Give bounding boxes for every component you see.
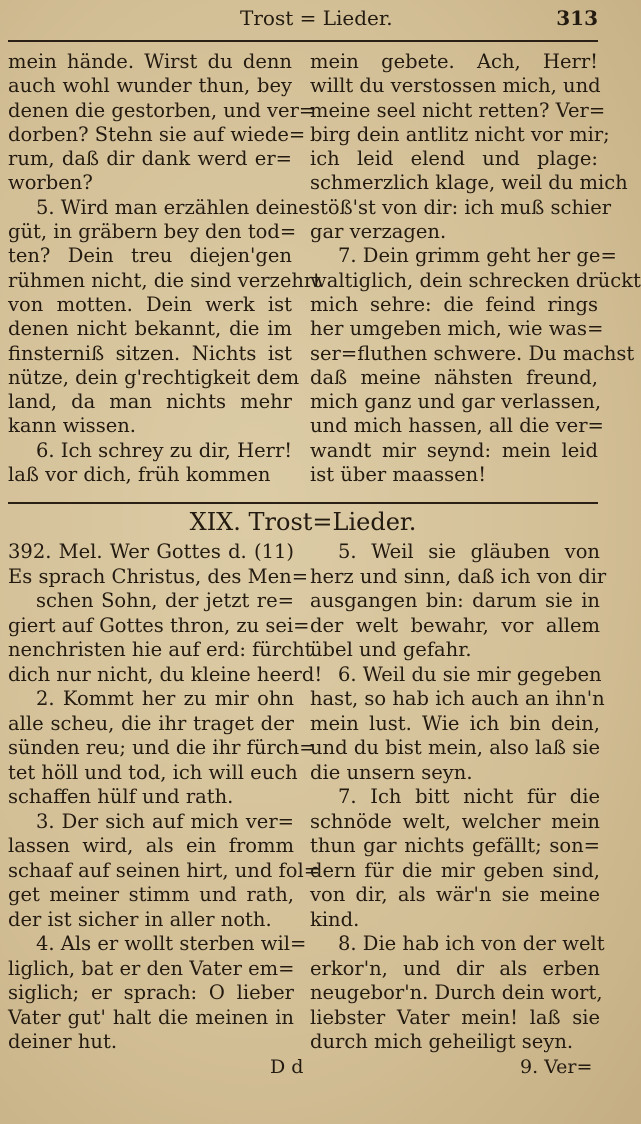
text-line: 5. Weil sie gläuben von (338, 540, 600, 563)
column-top-left (8, 50, 322, 487)
text-line: alle scheu, die ihr traget der (8, 711, 294, 735)
text-line: daß meine nähsten freund, (310, 365, 598, 389)
text-line: herz und sinn, daß ich von dir (310, 564, 607, 588)
text-line: 6. Weil du sie mir gegeben (338, 662, 602, 686)
text-line: schaaf auf seinen hirt, und fol= (8, 858, 321, 882)
text-line: willt du verstossen mich, und (310, 74, 601, 98)
text-line: waltiglich, dein schrecken drückt (310, 268, 641, 292)
text-line: liglich, bat er den Vater em= (8, 956, 295, 980)
text-line: ausgangen bin: darum sie in (310, 589, 600, 612)
text-line: güt, in gräbern bey den tod= (8, 220, 297, 244)
text-line: meine seel nicht retten? Ver= (310, 98, 606, 122)
text-line: und mich hassen, all die ver= (310, 414, 604, 438)
text-line: Es sprach Christus, des Men= (8, 564, 309, 588)
text-line: und du bist mein, also laß sie (310, 736, 600, 759)
text-line: mein gebete. Ach, Herr! (310, 50, 598, 73)
column-top-right (310, 50, 641, 487)
text-line: giert auf Gottes thron, zu sei= (8, 613, 310, 637)
text-line: dich nur nicht, du kleine heerd! (8, 662, 323, 686)
text-line: wandt mir seynd: mein leid (310, 438, 598, 462)
text-line: thun gar nichts gefällt; son= (310, 834, 600, 857)
text-line: schmerzlich klage, weil du mich (310, 171, 628, 195)
text-line: sünden reu; und die ihr fürch= (8, 736, 316, 759)
text-line: schen Sohn, der jetzt re= (36, 589, 294, 612)
text-line: nenchristen hie auf erd: fürcht (8, 638, 313, 661)
text-line: 7. Dein grimm geht her ge= (338, 244, 617, 268)
text-line: schnöde welt, welcher mein (310, 809, 600, 833)
text-line: laß vor dich, früh kommen (8, 463, 271, 487)
page-number: 313 (556, 6, 598, 30)
text-line: mein lust. Wie ich bin dein, (310, 711, 600, 735)
text-line: neugebor'n. Durch dein wort, (310, 981, 603, 1004)
text-line: ser=fluthen schwere. Du machst (310, 341, 635, 365)
text-line: denen die gestorben, und ver= (8, 98, 316, 122)
text-line: lassen wird, als ein fromm (8, 834, 294, 857)
text-line: ich leid elend und plage: (310, 147, 598, 171)
text-line: siglich; er sprach: O lieber (8, 981, 294, 1004)
text-line: hast, so hab ich auch an ihn'n (310, 687, 605, 710)
text-line: von dir, als wär'n sie meine (310, 883, 600, 906)
text-line: 7. Ich bitt nicht für die (338, 785, 600, 808)
text-line: 3. Der sich auf mich ver= (36, 809, 294, 833)
text-line: erkor'n, und dir als erben (310, 956, 600, 980)
text-line: mich sehre: die feind rings (310, 292, 598, 316)
text-line: worben? (8, 171, 93, 195)
column-bottom-right (310, 540, 607, 1055)
text-line: der ist sicher in aller noth. (8, 907, 272, 931)
text-line: deiner hut. (8, 1030, 118, 1053)
section-rule (8, 502, 598, 504)
text-line: 8. Die hab ich von der welt (338, 932, 605, 955)
text-line: her umgeben mich, wie was= (310, 317, 604, 341)
section-title: XIX. Trost=Lieder. (189, 508, 417, 536)
signature-mark: D d (270, 1056, 304, 1078)
text-line: tet höll und tod, ich will euch (8, 760, 298, 784)
text-line: mein hände. Wirst du denn (8, 50, 292, 73)
text-line: stöß'st von dir: ich muß schier (310, 195, 612, 219)
text-line: rum, daß dir dank werd er= (8, 147, 292, 171)
text-line: übel und gefahr. (310, 638, 472, 661)
text-line: liebster Vater mein! laß sie (310, 1005, 600, 1029)
text-line: 6. Ich schrey zu dir, Herr! (36, 438, 293, 462)
text-line: gar verzagen. (310, 220, 447, 244)
text-line: durch mich geheiligt seyn. (310, 1030, 574, 1053)
text-line: die unsern seyn. (310, 760, 473, 784)
header-rule (8, 40, 598, 42)
text-line: get meiner stimm und rath, (8, 883, 294, 906)
text-line: 2. Kommt her zu mir ohn (36, 687, 294, 710)
text-line: ten? Dein treu diejen'gen (8, 244, 292, 268)
text-line: land, da man nichts mehr (8, 390, 292, 414)
text-line: auch wohl wunder thun, bey (8, 74, 292, 98)
text-line: 5. Wird man erzählen deine (36, 195, 310, 219)
catchword: 9. Ver= (520, 1056, 593, 1078)
text-line: rühmen nicht, die sind verzehrt (8, 268, 322, 292)
text-line: birg dein antlitz nicht vor mir; (310, 122, 610, 146)
text-line: der welt bewahr, vor allem (310, 613, 600, 637)
column-bottom-left (8, 540, 323, 1055)
text-line: finsterniß sitzen. Nichts ist (8, 341, 292, 365)
text-line: von motten. Dein werk ist (8, 292, 292, 316)
text-line: 392. Mel. Wer Gottes d. (11) (8, 540, 294, 563)
text-line: kann wissen. (8, 414, 136, 438)
text-line: kind. (310, 907, 360, 931)
text-line: dorben? Stehn sie auf wiede= (8, 122, 306, 146)
text-line: denen nicht bekannt, die im (8, 317, 292, 341)
text-line: dern für die mir geben sind, (310, 858, 600, 882)
text-line: mich ganz und gar verlassen, (310, 390, 602, 414)
text-line: ist über maassen! (310, 463, 487, 487)
text-line: Vater gut' halt die meinen in (8, 1005, 294, 1029)
running-title: Trost = Lieder. (240, 6, 393, 30)
text-line: schaffen hülf und rath. (8, 785, 234, 808)
text-line: 4. Als er wollt sterben wil= (36, 932, 307, 955)
text-line: nütze, dein g'rechtigkeit dem (8, 365, 300, 389)
running-header (8, 2, 598, 32)
